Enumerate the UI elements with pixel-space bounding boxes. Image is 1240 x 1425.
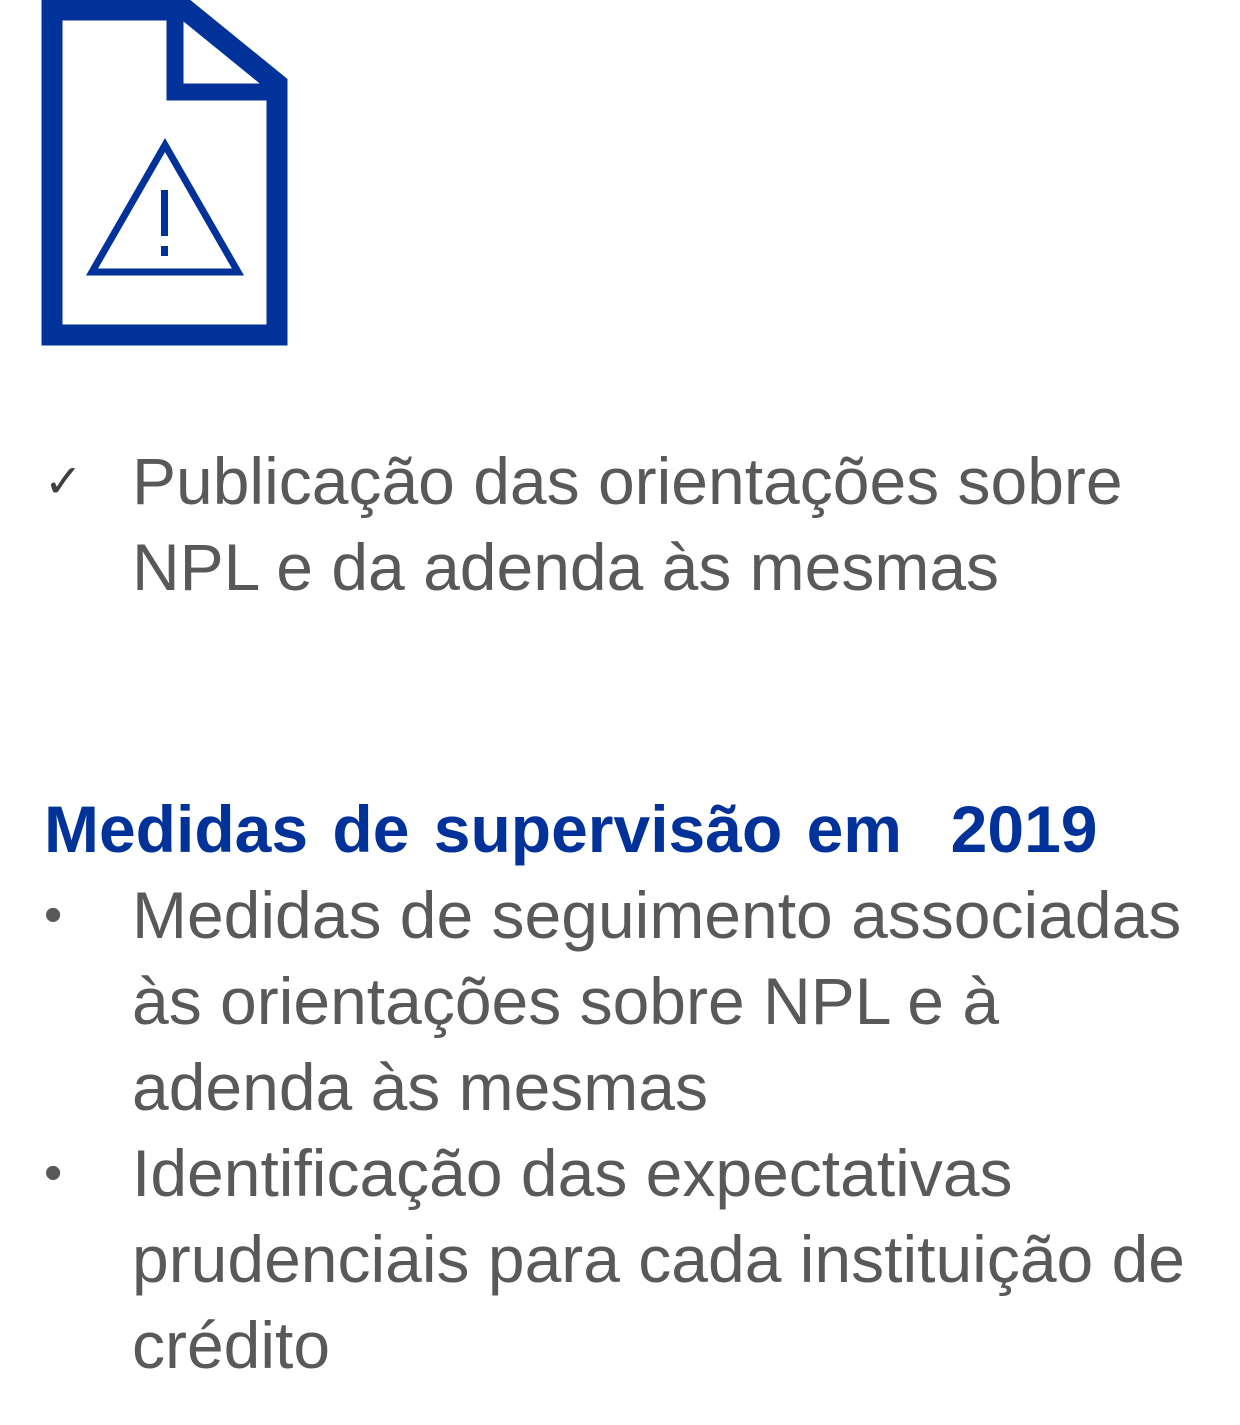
list-item [44,1130,1214,1388]
document-warning-icon [40,0,290,350]
list-item [44,872,1214,1130]
section-heading: Medidas de supervisão em 2019 [44,792,1098,866]
supervision-measures-section [44,786,1214,1388]
bullet-icon: • [44,1144,63,1202]
checklist-item-text: Publicação das orientações sobre NPL e da adenda às mesmas [132,444,1123,604]
list-item-text: Medidas de seguimento associadas às orientações sobre NPL e à adenda às mesmas [132,878,1182,1124]
checklist-item [44,438,1194,610]
checkmark-icon: ✓ [44,455,83,507]
measures-list [44,872,1214,1388]
list-item-text: Identificação das expectativas prudenciais para cada instituição de crédito [132,1136,1186,1382]
bullet-icon: • [44,886,63,944]
